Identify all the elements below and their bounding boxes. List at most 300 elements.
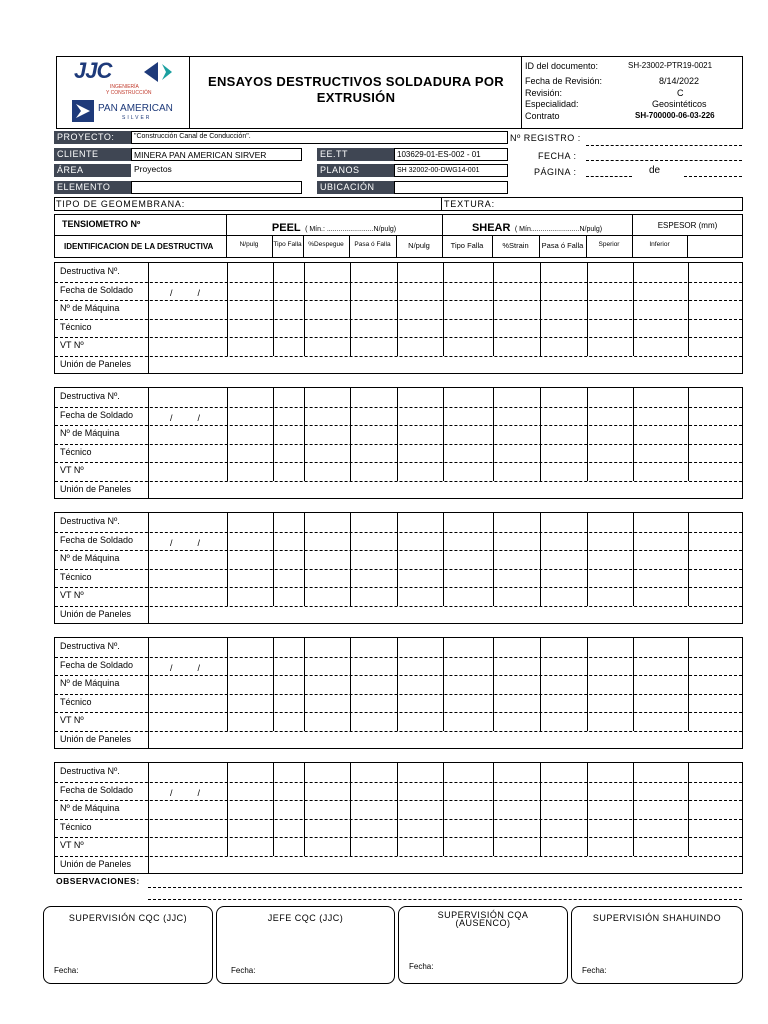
data-cell-shear-tipo-falla[interactable] [444,657,493,676]
data-cell-espesor-inferior[interactable] [634,763,688,782]
data-cell-peel-npulg[interactable] [228,444,273,463]
data-cell-peel-npulg[interactable] [228,675,273,694]
ubicacion-field[interactable] [394,181,508,194]
data-cell-espesor-superior[interactable] [588,657,633,676]
data-cell-shear-strain[interactable] [494,532,540,551]
data-cell-shear-pasa-falla[interactable] [541,587,587,606]
data-cell-shear-tipo-falla[interactable] [444,513,493,532]
identification-cell[interactable] [149,569,227,588]
data-cell-peel-tipo-falla[interactable] [274,638,304,657]
data-cell-peel-tipo-falla[interactable] [274,513,304,532]
column-header-shear-npulg: N/pulg [408,241,430,250]
data-cell-shear-pasa-falla[interactable] [541,800,587,819]
data-cell-peel-despegue[interactable] [305,638,350,657]
data-cell-shear-tipo-falla[interactable] [444,462,493,481]
data-cell-peel-tipo-falla[interactable] [274,319,304,338]
data-cell-peel-pasa-falla[interactable] [351,282,397,301]
data-cell-shear-npulg[interactable] [398,763,443,782]
data-cell-peel-pasa-falla[interactable] [351,388,397,407]
data-cell-espesor-superior[interactable] [588,407,633,426]
identification-cell[interactable] [149,263,227,282]
data-cell-shear-npulg[interactable] [398,513,443,532]
data-cell-shear-pasa-falla[interactable] [541,388,587,407]
data-cell-espesor-superior[interactable] [588,300,633,319]
data-cell-espesor-inferior[interactable] [634,657,688,676]
data-cell-shear-pasa-falla[interactable] [541,782,587,801]
data-cell-espesor-inferior[interactable] [634,425,688,444]
data-cell-peel-npulg[interactable] [228,800,273,819]
signature-jefe-cqc[interactable] [216,906,395,984]
data-cell-peel-tipo-falla[interactable] [274,800,304,819]
data-cell-peel-npulg[interactable] [228,319,273,338]
data-cell-peel-tipo-falla[interactable] [274,282,304,301]
data-cell-peel-despegue[interactable] [305,388,350,407]
peel-min: ( Mín.: ........................N/pulg) [305,226,397,233]
data-cell-shear-pasa-falla[interactable] [541,532,587,551]
identification-cell[interactable] [149,300,227,319]
data-cell-peel-despegue[interactable] [305,837,350,856]
data-cell-peel-pasa-falla[interactable] [351,425,397,444]
data-cell-espesor-superior[interactable] [588,444,633,463]
identification-cell[interactable] [149,337,227,356]
data-cell-peel-despegue[interactable] [305,675,350,694]
data-cell-shear-tipo-falla[interactable] [444,282,493,301]
data-cell-peel-npulg[interactable] [228,819,273,838]
data-cell-espesor-superior[interactable] [588,675,633,694]
data-cell-shear-npulg[interactable] [398,319,443,338]
data-cell-shear-strain[interactable] [494,444,540,463]
data-cell-espesor-inferior[interactable] [634,388,688,407]
data-cell-peel-despegue[interactable] [305,550,350,569]
data-cell-peel-pasa-falla[interactable] [351,444,397,463]
identification-cell[interactable] [149,388,227,407]
data-cell-peel-pasa-falla[interactable] [351,638,397,657]
data-cell-espesor-superior[interactable] [588,712,633,731]
data-cell-shear-strain[interactable] [494,569,540,588]
data-cell-espesor-superior[interactable] [588,694,633,713]
data-cell-peel-pasa-falla[interactable] [351,550,397,569]
data-cell-shear-tipo-falla[interactable] [444,819,493,838]
data-cell-espesor-inferior[interactable] [634,513,688,532]
identification-cell[interactable] [149,319,227,338]
data-cell-espesor-superior[interactable] [588,837,633,856]
identification-cell[interactable] [149,425,227,444]
data-cell-peel-npulg[interactable] [228,694,273,713]
data-cell-shear-tipo-falla[interactable] [444,532,493,551]
data-cell-peel-tipo-falla[interactable] [274,550,304,569]
data-cell-espesor-inferior[interactable] [634,337,688,356]
data-cell-espesor-superior[interactable] [588,800,633,819]
data-cell-peel-npulg[interactable] [228,782,273,801]
data-cell-shear-npulg[interactable] [398,800,443,819]
data-cell-shear-pasa-falla[interactable] [541,263,587,282]
data-cell-shear-strain[interactable] [494,300,540,319]
data-cell-peel-pasa-falla[interactable] [351,407,397,426]
data-cell-peel-despegue[interactable] [305,319,350,338]
data-cell-peel-despegue[interactable] [305,300,350,319]
data-cell-espesor-superior[interactable] [588,319,633,338]
data-cell-peel-npulg[interactable] [228,569,273,588]
data-cell-peel-despegue[interactable] [305,407,350,426]
pagina-line2[interactable] [684,176,742,177]
registro-line[interactable] [586,145,742,146]
data-cell-shear-tipo-falla[interactable] [444,837,493,856]
data-cell-peel-tipo-falla[interactable] [274,712,304,731]
data-cell-espesor-superior[interactable] [588,782,633,801]
block-row-label: Destructiva Nº. [60,766,120,776]
data-cell-espesor-superior[interactable] [588,819,633,838]
proyecto-field[interactable] [131,131,508,144]
identification-cell[interactable] [149,638,227,657]
data-cell-shear-npulg[interactable] [398,444,443,463]
data-cell-peel-pasa-falla[interactable] [351,800,397,819]
data-cell-shear-pasa-falla[interactable] [541,657,587,676]
data-cell-shear-tipo-falla[interactable] [444,569,493,588]
data-cell-espesor-inferior[interactable] [634,532,688,551]
data-cell-shear-pasa-falla[interactable] [541,675,587,694]
data-cell-peel-despegue[interactable] [305,444,350,463]
data-cell-peel-npulg[interactable] [228,638,273,657]
cell-divider [688,425,689,444]
data-cell-shear-strain[interactable] [494,694,540,713]
data-cell-peel-npulg[interactable] [228,462,273,481]
data-cell-shear-pasa-falla[interactable] [541,763,587,782]
data-cell-shear-pasa-falla[interactable] [541,837,587,856]
data-cell-espesor-superior[interactable] [588,425,633,444]
data-cell-peel-despegue[interactable] [305,800,350,819]
data-cell-shear-npulg[interactable] [398,550,443,569]
data-cell-peel-npulg[interactable] [228,587,273,606]
data-cell-espesor-inferior[interactable] [634,282,688,301]
data-cell-shear-pasa-falla[interactable] [541,337,587,356]
data-cell-shear-npulg[interactable] [398,837,443,856]
data-cell-shear-strain[interactable] [494,462,540,481]
data-cell-peel-tipo-falla[interactable] [274,782,304,801]
data-cell-shear-pasa-falla[interactable] [541,819,587,838]
rev-date-value: 8/14/2022 [659,76,700,86]
data-cell-shear-npulg[interactable] [398,407,443,426]
data-cell-shear-npulg[interactable] [398,263,443,282]
data-cell-peel-tipo-falla[interactable] [274,300,304,319]
data-cell-shear-strain[interactable] [494,425,540,444]
data-cell-shear-pasa-falla[interactable] [541,462,587,481]
data-cell-espesor-inferior[interactable] [634,837,688,856]
data-cell-shear-strain[interactable] [494,837,540,856]
data-cell-peel-npulg[interactable] [228,837,273,856]
data-cell-shear-pasa-falla[interactable] [541,425,587,444]
data-cell-peel-tipo-falla[interactable] [274,819,304,838]
identification-cell[interactable] [149,444,227,463]
data-cell-shear-strain[interactable] [494,513,540,532]
data-cell-peel-npulg[interactable] [228,532,273,551]
data-cell-shear-npulg[interactable] [398,282,443,301]
data-cell-espesor-inferior[interactable] [634,819,688,838]
data-cell-shear-pasa-falla[interactable] [541,282,587,301]
identification-cell[interactable] [149,800,227,819]
data-cell-shear-strain[interactable] [494,638,540,657]
data-cell-peel-tipo-falla[interactable] [274,337,304,356]
data-cell-shear-strain[interactable] [494,407,540,426]
data-cell-shear-tipo-falla[interactable] [444,782,493,801]
data-cell-shear-npulg[interactable] [398,819,443,838]
data-cell-shear-tipo-falla[interactable] [444,694,493,713]
jjc-logo-sub1: INGENIERÍA [110,84,139,90]
union-paneles-field[interactable] [149,606,742,624]
data-cell-espesor-inferior[interactable] [634,782,688,801]
data-cell-peel-npulg[interactable] [228,263,273,282]
signature-cqa[interactable] [398,906,568,984]
data-cell-peel-pasa-falla[interactable] [351,532,397,551]
data-cell-peel-despegue[interactable] [305,694,350,713]
data-cell-peel-despegue[interactable] [305,513,350,532]
identification-cell[interactable] [149,763,227,782]
data-cell-espesor-superior[interactable] [588,388,633,407]
data-cell-peel-tipo-falla[interactable] [274,675,304,694]
data-cell-espesor-inferior[interactable] [634,712,688,731]
data-cell-shear-npulg[interactable] [398,694,443,713]
data-cell-shear-strain[interactable] [494,587,540,606]
data-cell-espesor-superior[interactable] [588,337,633,356]
data-cell-shear-tipo-falla[interactable] [444,675,493,694]
signature-cqc[interactable] [43,906,213,984]
data-cell-peel-pasa-falla[interactable] [351,675,397,694]
data-cell-peel-pasa-falla[interactable] [351,319,397,338]
data-cell-peel-despegue[interactable] [305,337,350,356]
data-cell-peel-despegue[interactable] [305,263,350,282]
data-cell-peel-npulg[interactable] [228,712,273,731]
data-cell-shear-npulg[interactable] [398,675,443,694]
data-cell-shear-strain[interactable] [494,675,540,694]
data-cell-shear-tipo-falla[interactable] [444,300,493,319]
data-cell-shear-npulg[interactable] [398,462,443,481]
data-cell-peel-npulg[interactable] [228,407,273,426]
data-cell-shear-npulg[interactable] [398,587,443,606]
data-cell-peel-despegue[interactable] [305,763,350,782]
data-cell-shear-tipo-falla[interactable] [444,587,493,606]
data-cell-peel-pasa-falla[interactable] [351,837,397,856]
data-cell-shear-pasa-falla[interactable] [541,550,587,569]
data-cell-peel-pasa-falla[interactable] [351,782,397,801]
data-cell-espesor-inferior[interactable] [634,550,688,569]
column-header-peel-npulg: N/pulg [239,241,259,248]
data-cell-peel-npulg[interactable] [228,513,273,532]
data-cell-shear-tipo-falla[interactable] [444,319,493,338]
union-paneles-field[interactable] [149,356,742,374]
data-cell-espesor-superior[interactable] [588,263,633,282]
data-cell-peel-npulg[interactable] [228,282,273,301]
data-cell-shear-pasa-falla[interactable] [541,569,587,588]
observaciones-line1[interactable] [148,887,742,888]
data-cell-peel-despegue[interactable] [305,657,350,676]
data-cell-espesor-superior[interactable] [588,763,633,782]
data-cell-shear-strain[interactable] [494,763,540,782]
data-cell-shear-npulg[interactable] [398,337,443,356]
data-cell-shear-pasa-falla[interactable] [541,444,587,463]
data-cell-espesor-inferior[interactable] [634,569,688,588]
data-cell-espesor-superior[interactable] [588,569,633,588]
data-cell-shear-strain[interactable] [494,282,540,301]
data-cell-peel-pasa-falla[interactable] [351,657,397,676]
data-cell-shear-npulg[interactable] [398,569,443,588]
data-cell-shear-pasa-falla[interactable] [541,712,587,731]
data-cell-shear-strain[interactable] [494,712,540,731]
data-cell-shear-tipo-falla[interactable] [444,550,493,569]
data-cell-peel-pasa-falla[interactable] [351,263,397,282]
data-cell-peel-npulg[interactable] [228,550,273,569]
data-cell-shear-tipo-falla[interactable] [444,425,493,444]
data-cell-peel-npulg[interactable] [228,300,273,319]
data-cell-shear-npulg[interactable] [398,425,443,444]
data-cell-shear-npulg[interactable] [398,532,443,551]
data-cell-espesor-inferior[interactable] [634,694,688,713]
data-cell-peel-pasa-falla[interactable] [351,300,397,319]
data-cell-peel-tipo-falla[interactable] [274,532,304,551]
data-cell-peel-tipo-falla[interactable] [274,694,304,713]
data-cell-shear-tipo-falla[interactable] [444,388,493,407]
data-cell-peel-despegue[interactable] [305,712,350,731]
data-cell-peel-despegue[interactable] [305,819,350,838]
union-paneles-field[interactable] [149,731,742,749]
data-cell-shear-strain[interactable] [494,550,540,569]
data-cell-shear-npulg[interactable] [398,657,443,676]
pagina-line1[interactable] [586,176,632,177]
data-cell-shear-tipo-falla[interactable] [444,444,493,463]
data-cell-peel-tipo-falla[interactable] [274,388,304,407]
data-cell-peel-despegue[interactable] [305,587,350,606]
data-cell-espesor-inferior[interactable] [634,300,688,319]
data-cell-peel-tipo-falla[interactable] [274,263,304,282]
data-cell-peel-tipo-falla[interactable] [274,425,304,444]
data-cell-peel-despegue[interactable] [305,462,350,481]
identification-cell[interactable] [149,819,227,838]
identification-cell[interactable] [149,837,227,856]
data-cell-shear-pasa-falla[interactable] [541,300,587,319]
union-paneles-field[interactable] [149,481,742,499]
data-cell-shear-tipo-falla[interactable] [444,337,493,356]
eett-field[interactable] [394,148,508,161]
data-cell-peel-pasa-falla[interactable] [351,462,397,481]
data-cell-espesor-inferior[interactable] [634,587,688,606]
elemento-field[interactable] [131,181,302,194]
observaciones-line2[interactable] [148,899,742,900]
data-cell-shear-tipo-falla[interactable] [444,712,493,731]
data-cell-peel-pasa-falla[interactable] [351,763,397,782]
planos-field[interactable] [394,164,508,177]
cliente-field[interactable] [131,148,302,161]
data-cell-peel-npulg[interactable] [228,337,273,356]
data-cell-shear-npulg[interactable] [398,712,443,731]
data-cell-shear-tipo-falla[interactable] [444,407,493,426]
data-cell-espesor-inferior[interactable] [634,675,688,694]
data-cell-peel-despegue[interactable] [305,782,350,801]
data-cell-shear-strain[interactable] [494,819,540,838]
data-cell-shear-strain[interactable] [494,657,540,676]
data-cell-shear-strain[interactable] [494,782,540,801]
data-cell-espesor-inferior[interactable] [634,263,688,282]
data-cell-shear-tipo-falla[interactable] [444,263,493,282]
data-cell-espesor-superior[interactable] [588,587,633,606]
data-cell-shear-pasa-falla[interactable] [541,694,587,713]
identification-cell[interactable] [149,587,227,606]
data-cell-shear-strain[interactable] [494,319,540,338]
data-cell-shear-pasa-falla[interactable] [541,319,587,338]
data-cell-peel-tipo-falla[interactable] [274,407,304,426]
data-cell-peel-despegue[interactable] [305,282,350,301]
data-cell-espesor-superior[interactable] [588,532,633,551]
data-cell-espesor-inferior[interactable] [634,800,688,819]
data-cell-shear-npulg[interactable] [398,638,443,657]
data-cell-peel-npulg[interactable] [228,763,273,782]
union-paneles-field[interactable] [149,856,742,874]
data-cell-peel-pasa-falla[interactable] [351,569,397,588]
signature-shahuindo[interactable] [571,906,743,984]
data-cell-espesor-inferior[interactable] [634,444,688,463]
identification-cell[interactable] [149,462,227,481]
data-cell-espesor-superior[interactable] [588,282,633,301]
identification-cell[interactable] [149,712,227,731]
data-cell-shear-strain[interactable] [494,388,540,407]
data-cell-shear-strain[interactable] [494,800,540,819]
data-cell-shear-npulg[interactable] [398,300,443,319]
identification-cell[interactable] [149,675,227,694]
data-cell-peel-pasa-falla[interactable] [351,513,397,532]
data-cell-shear-tipo-falla[interactable] [444,638,493,657]
data-cell-espesor-inferior[interactable] [634,462,688,481]
data-cell-shear-strain[interactable] [494,337,540,356]
data-cell-shear-pasa-falla[interactable] [541,513,587,532]
data-cell-shear-tipo-falla[interactable] [444,763,493,782]
data-cell-espesor-inferior[interactable] [634,407,688,426]
data-cell-espesor-superior[interactable] [588,513,633,532]
fecha-line[interactable] [586,160,742,161]
data-cell-shear-npulg[interactable] [398,388,443,407]
data-cell-peel-tipo-falla[interactable] [274,657,304,676]
data-cell-peel-pasa-falla[interactable] [351,819,397,838]
data-cell-espesor-superior[interactable] [588,462,633,481]
data-cell-espesor-inferior[interactable] [634,638,688,657]
data-cell-peel-pasa-falla[interactable] [351,337,397,356]
document-title [195,74,517,106]
data-cell-peel-tipo-falla[interactable] [274,444,304,463]
data-cell-peel-despegue[interactable] [305,532,350,551]
data-cell-espesor-superior[interactable] [588,550,633,569]
data-cell-peel-tipo-falla[interactable] [274,837,304,856]
data-cell-peel-pasa-falla[interactable] [351,694,397,713]
data-cell-peel-despegue[interactable] [305,425,350,444]
data-cell-shear-npulg[interactable] [398,782,443,801]
data-cell-shear-pasa-falla[interactable] [541,638,587,657]
data-cell-peel-pasa-falla[interactable] [351,712,397,731]
data-cell-espesor-superior[interactable] [588,638,633,657]
data-cell-peel-tipo-falla[interactable] [274,763,304,782]
data-cell-peel-tipo-falla[interactable] [274,587,304,606]
data-cell-peel-npulg[interactable] [228,657,273,676]
data-cell-shear-pasa-falla[interactable] [541,407,587,426]
data-cell-peel-npulg[interactable] [228,425,273,444]
data-cell-peel-npulg[interactable] [228,388,273,407]
identification-cell[interactable] [149,513,227,532]
data-cell-espesor-inferior[interactable] [634,319,688,338]
identification-cell[interactable] [149,694,227,713]
data-cell-peel-tipo-falla[interactable] [274,462,304,481]
data-cell-peel-pasa-falla[interactable] [351,587,397,606]
data-cell-peel-tipo-falla[interactable] [274,569,304,588]
data-cell-shear-strain[interactable] [494,263,540,282]
proyecto-label: PROYECTO: [54,131,131,144]
identification-cell[interactable] [149,550,227,569]
data-cell-peel-despegue[interactable] [305,569,350,588]
data-cell-shear-tipo-falla[interactable] [444,800,493,819]
